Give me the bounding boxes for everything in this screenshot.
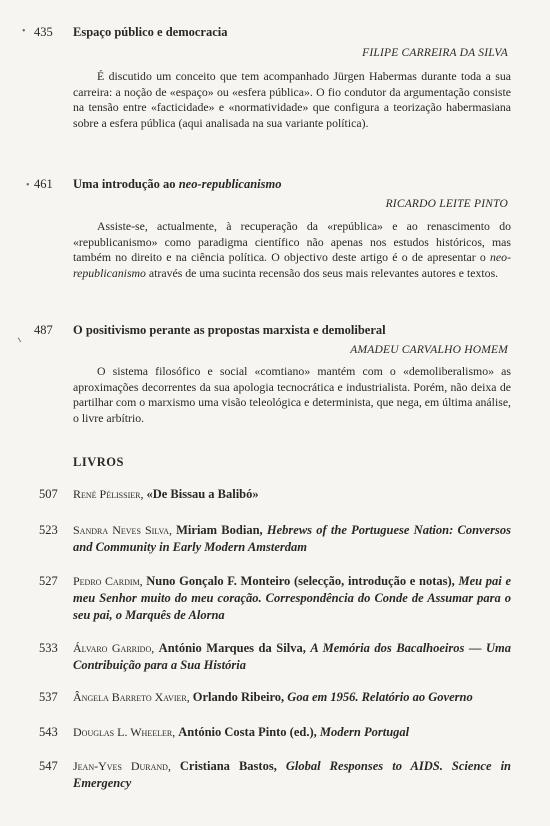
article-title: Espaço público e democracia: [73, 25, 228, 39]
book-title: Goa em 1956. Relatório ao Governo: [287, 690, 473, 704]
book-title: Meu pai e meu Senhor muito do meu coração. Correspondência do Conde de Assumar para o seu pai, o Marquês de Alorna: [73, 574, 511, 622]
book-author: Cristiana Bastos,: [179, 759, 286, 773]
book-reviewer: Jean-Yves Durand,: [73, 759, 180, 773]
book-page-number: 533: [39, 641, 58, 655]
book-page-number: 543: [39, 725, 58, 739]
book-author: Orlando Ribeiro,: [192, 690, 288, 704]
book-reviewer: Sandra Neves Silva,: [73, 523, 177, 537]
book-page-number: 547: [39, 759, 58, 773]
article-abstract: O sistema filosófico e social «comtiano» mantém com o «demoliberalismo» as aproximações decorrentes da sua apologia tecnocrática e industrialista. Porém, não deixa de partilhar com o marxismo uma visão teleológica e determinista, que nega, em última análise, o livre arbítrio.: [73, 364, 511, 426]
article-author: AMADEU CARVALHO HOMEM: [350, 344, 508, 356]
margin-mark: ı: [15, 334, 24, 345]
article-abstract: Assiste-se, actualmente, à recuperação da «república» e ao renascimento do «republicanismo» como paradigma científico não apenas nos estudos históricos, mas também no direito e na ciência política. O objectivo deste artigo é o de apresentar o neo-republicanismo através de uma sucinta recensão dos seus mais relevantes autores e textos.: [73, 219, 511, 281]
book-reviewer: Ângela Barreto Xavier,: [73, 690, 193, 704]
books-heading: LIVROS: [73, 455, 124, 469]
book-title: Hebrews of the Portuguese Nation: Conversos and Community in Early Modern Amsterdam: [73, 523, 511, 554]
margin-mark: •: [26, 180, 30, 191]
book-title: A Memória dos Bacalhoeiros — Uma Contribuição para a Sua História: [73, 641, 512, 672]
article-page-number: 487: [34, 323, 53, 337]
book-reviewer: Álvaro Garrido,: [73, 641, 159, 655]
book-page-number: 523: [39, 523, 58, 537]
article-abstract: É discutido um conceito que tem acompanhado Jürgen Habermas durante toda a sua carreira: a noção de «espaço» ou «esfera pública». O fio condutor da argumentação consiste na tensão entre «facticidade» e «normatividade» que configura a teorização habermasiana sobre a esfera pública (aqui analisada na sua variante política).: [73, 69, 511, 131]
book-author: «De Bissau a Balibó»: [146, 487, 259, 501]
book-title: Modern Portugal: [319, 725, 410, 739]
book-page-number: 507: [39, 487, 58, 501]
article-page-number: 435: [34, 25, 53, 39]
article-page-number: 461: [34, 177, 53, 191]
margin-mark: •: [22, 26, 26, 37]
book-author: Nuno Gonçalo F. Monteiro (selecção, introdução e notas),: [146, 574, 459, 588]
book-author: António Costa Pinto (ed.),: [178, 725, 320, 739]
article-title: Uma introdução ao neo-republicanismo: [73, 177, 282, 191]
article-author: RICARDO LEITE PINTO: [385, 198, 508, 210]
article-title: O positivismo perante as propostas marxista e demoliberal: [73, 323, 386, 337]
book-author: António Marques da Silva,: [158, 641, 311, 655]
book-author: Miriam Bodian,: [176, 523, 267, 537]
book-page-number: 537: [39, 690, 58, 704]
book-reviewer: Pedro Cardim,: [73, 574, 147, 588]
book-page-number: 527: [39, 574, 58, 588]
article-author: FILIPE CARREIRA DA SILVA: [362, 47, 508, 59]
book-reviewer: René Pélissier,: [73, 487, 147, 501]
book-reviewer: Douglas L. Wheeler,: [73, 725, 179, 739]
book-title: Global Responses to AIDS. Science in Emergency: [73, 759, 511, 790]
